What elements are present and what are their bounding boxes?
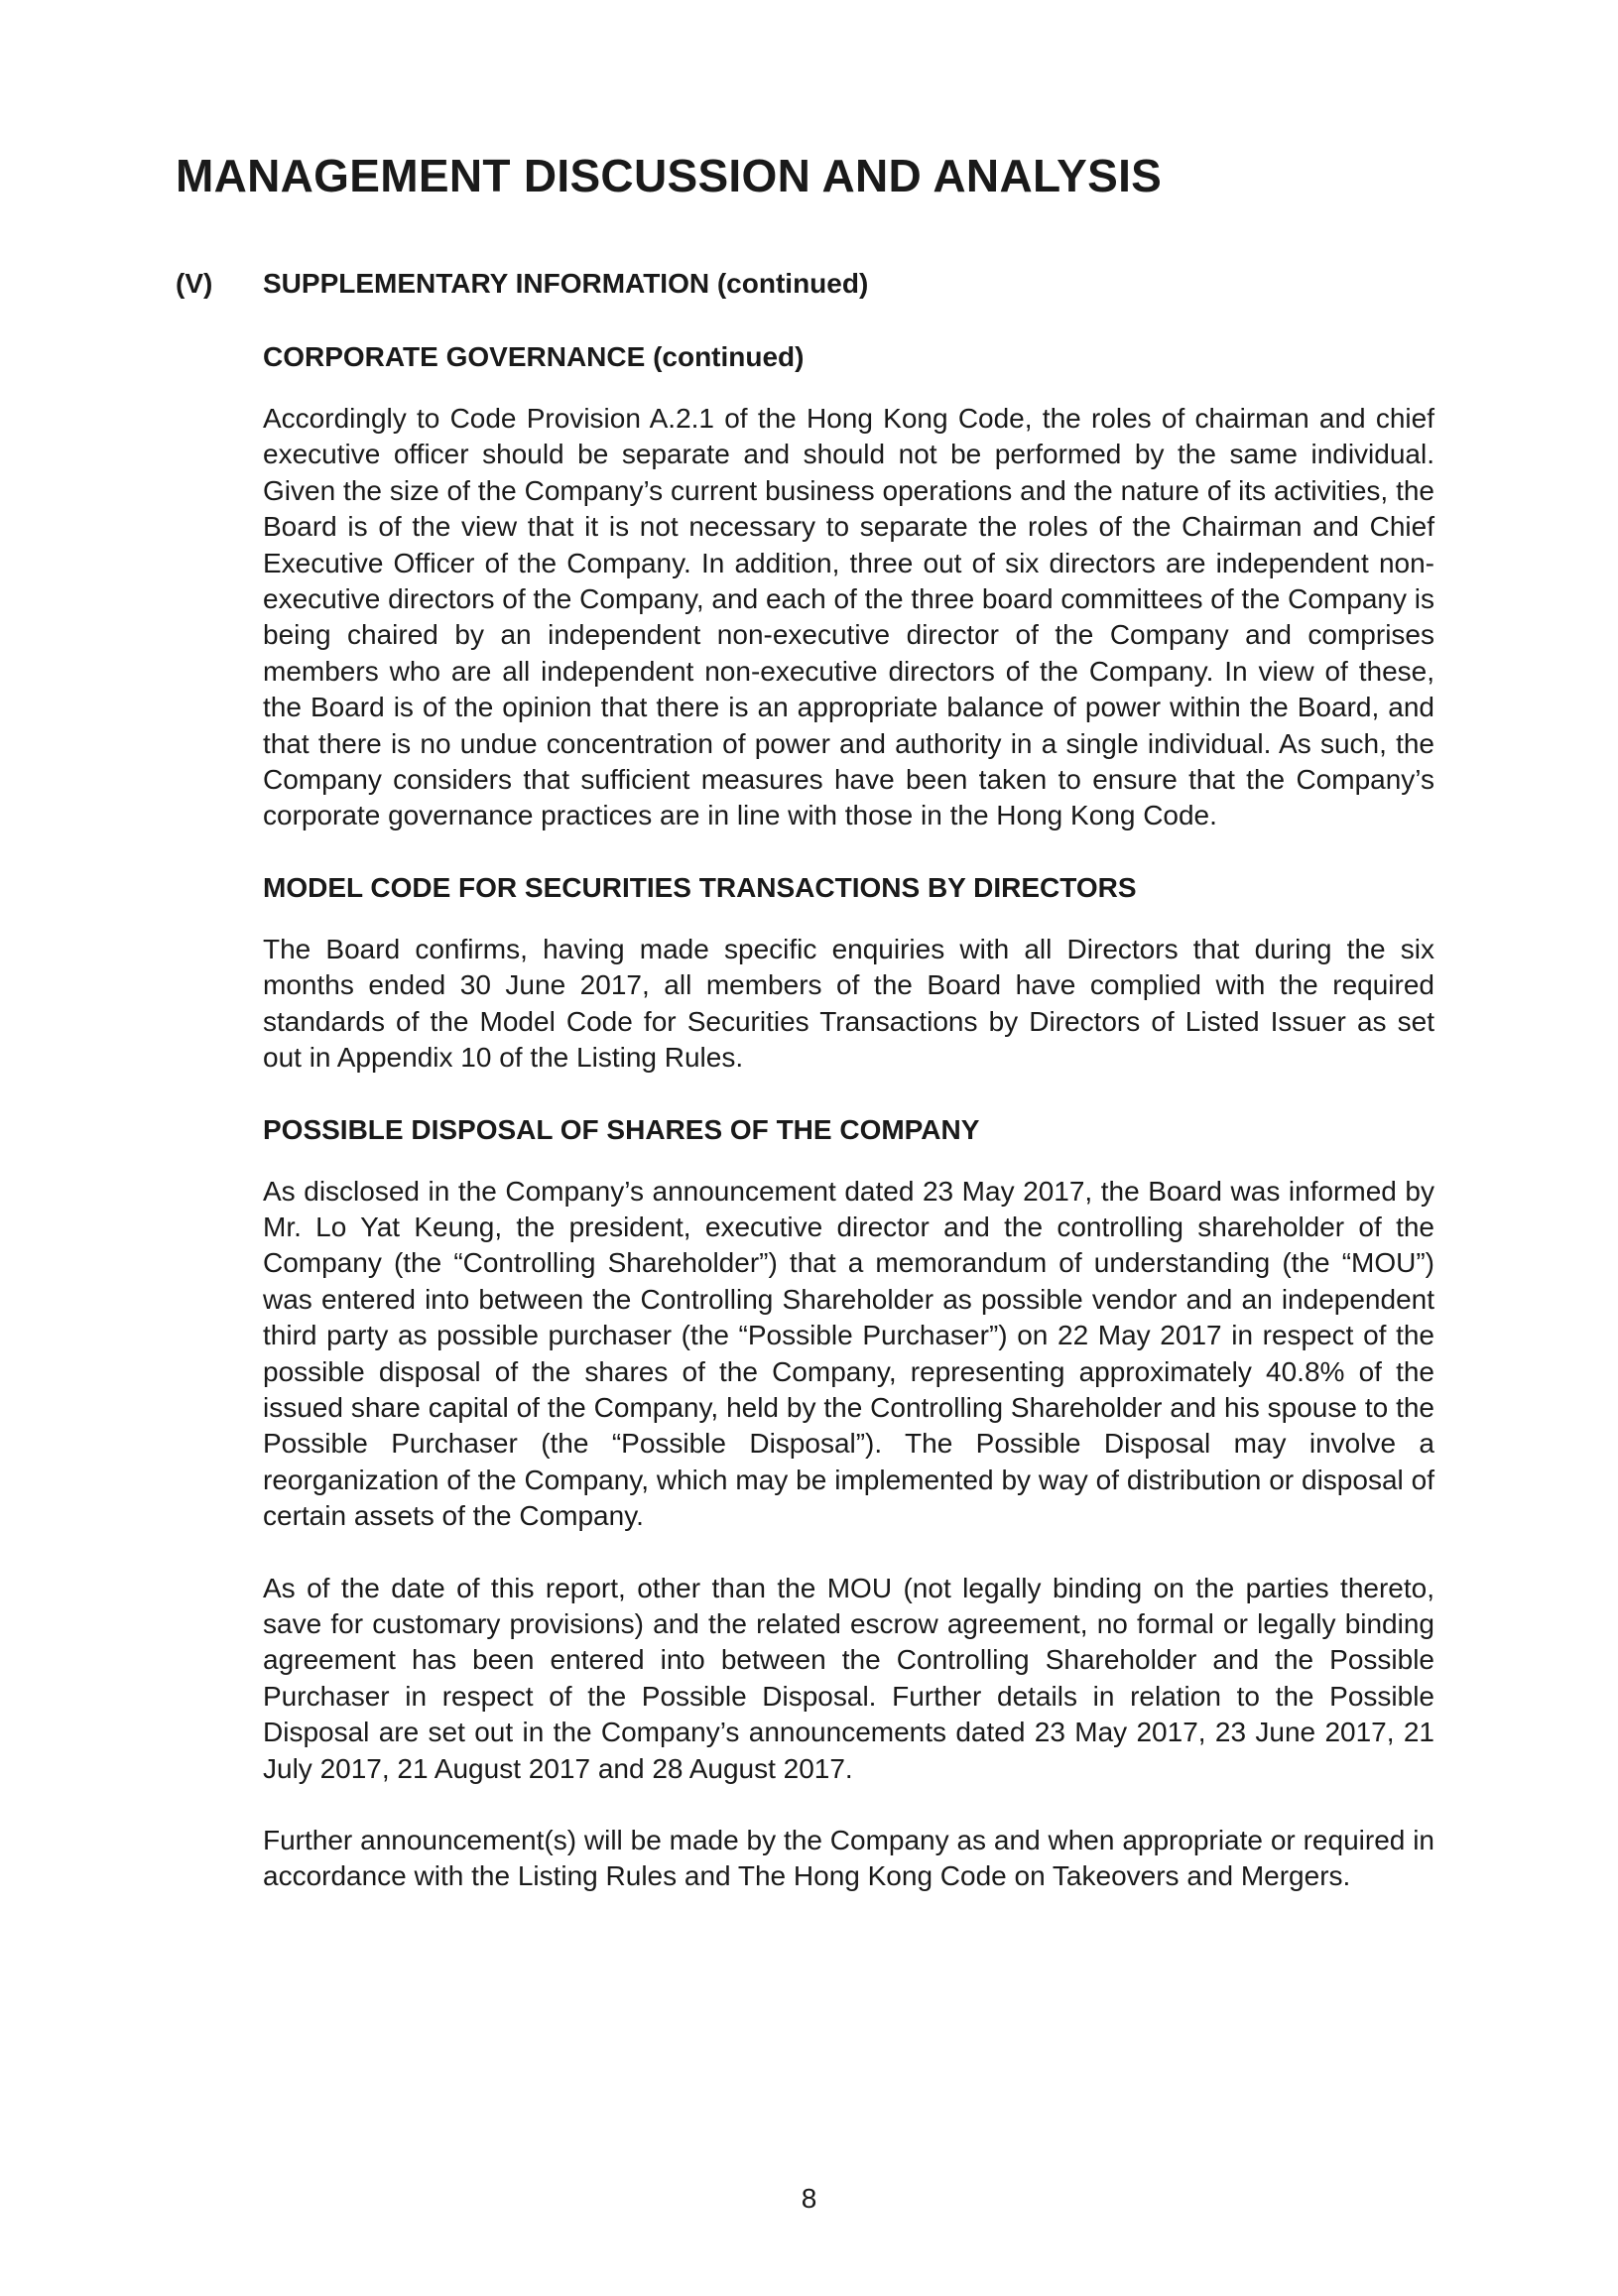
corporate-governance-heading: CORPORATE GOVERNANCE (continued) (263, 341, 805, 372)
page-title: MANAGEMENT DISCUSSION AND ANALYSIS (176, 150, 1163, 201)
further-announcement-paragraph: Further announcement(s) will be made by the Company as and when appropriate or required in accordance with the Listing Rules and The Hong Kong Code on Takeovers and Mergers. (263, 1825, 1434, 1892)
possible-disposal-heading: POSSIBLE DISPOSAL OF SHARES OF THE COMPANY (263, 1113, 980, 1145)
model-code-heading: MODEL CODE FOR SECURITIES TRANSACTIONS BY DIRECTORS (263, 871, 1137, 903)
section-number: (V) (176, 268, 213, 299)
possible-disposal-paragraph: As disclosed in the Company’s announcement dated 23 May 2017, the Board was informed by Mr. Lo Yat Keung, the president, executive director and the controlling shareholder of the Company (the “Controlling Shareholder”) that a memorandum of understanding (the “MOU”) was entered into between the Controlling Shareholder as possible vendor and an independent third party as possible purchaser (the “Possible Purchaser”) on 22 May 2017 in respect of the possible disposal of the shares of the Company, representing approximately 40.8% of the issued share capital of the Company, held by the Controlling Shareholder and his spouse to the Possible Purchaser (the “Possible Disposal”). The Possible Disposal may involve a reorganization of the Company, which may be implemented by way of distribution or disposal of certain assets of the Company. (263, 1175, 1434, 1532)
corporate-governance-paragraph: Accordingly to Code Provision A.2.1 of the Hong Kong Code, the roles of chairman and chief executive officer should be separate and should not be performed by the same individual. Given the size of the Company’s current business operations and the nature of its activities, the Board is of the view that it is not necessary to separate the roles of the Chairman and Chief Executive Officer of the Company. In addition, three out of six directors are independent non-executive directors of the Company, and each of the three board committees of the Company is being chaired by an independent non-executive director of the Company and comprises members who are all independent non-executive directors of the Company. In view of these, the Board is of the opinion that there is an appropriate balance of power within the Board, and that there is no undue concentration of power and authority in a single individual. As such, the Company considers that sufficient measures have been taken to ensure that the Company’s corporate governance practices are in line with those in the Hong Kong Code. (263, 403, 1434, 831)
possible-disposal-status-paragraph: As of the date of this report, other than the MOU (not legally binding on the parties thereto, save for customary provisions) and the related escrow agreement, no formal or legally binding agreement has been entered into between the Controlling Shareholder and the Possible Purchaser in respect of the Possible Disposal. Further details in relation to the Possible Disposal are set out in the Company’s announcements dated 23 May 2017, 23 June 2017, 21 July 2017, 21 August 2017 and 28 August 2017. (263, 1572, 1434, 1784)
section-title: SUPPLEMENTARY INFORMATION (continued) (263, 268, 869, 299)
model-code-paragraph: The Board confirms, having made specific enquiries with all Directors that during the six months ended 30 June 2017, all members of the Board have complied with the required standards of the Model Code for Securities Transactions by Directors of Listed Issuer as set out in Appendix 10 of the Listing Rules. (263, 933, 1434, 1074)
section-content (263, 339, 1434, 1931)
page-number: 8 (801, 2183, 817, 2214)
